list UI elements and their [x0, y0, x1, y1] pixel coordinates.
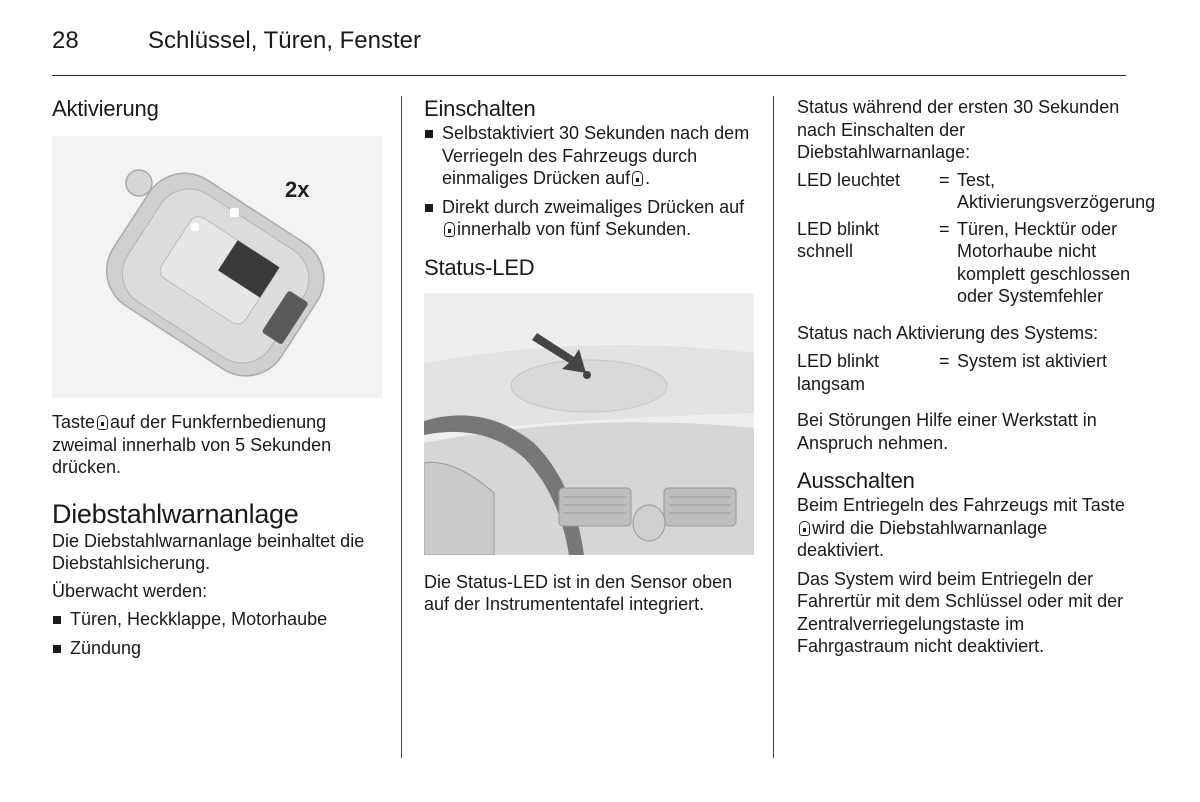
key-fob-drawing — [52, 136, 382, 398]
unlock-key-icon — [799, 521, 810, 536]
press-twice-label: 2x — [285, 177, 310, 202]
status-desc: Türen, Hecktür oder Motorhaube nicht komplett geschlossen oder Systemfehler — [957, 218, 1131, 306]
status-desc: Test, Aktivierungsverzögerung — [957, 169, 1156, 212]
heading-switch-on: Einschalten — [424, 96, 536, 121]
status-led-caption: Die Status-LED ist in den Sensor oben auf der Instrumententafel integriert. — [424, 571, 733, 614]
page-header — [52, 26, 1126, 76]
heading-status-led: Status-LED — [424, 254, 535, 280]
switch-off-text: Beim Entriegeln des Fahrzeugs mit Tastewird die Diebstahlwarnanlage deaktiviert. — [797, 495, 1125, 560]
status-intro: Status während der ersten 30 Sekunden nach Einschalten der Diebstahlwarnanlage: — [797, 97, 1120, 162]
status-after-intro: Status nach Aktivierung des Systems: — [797, 322, 1099, 343]
list-item: Zündung — [52, 637, 382, 660]
lock-key-icon — [632, 171, 643, 186]
chapter-title: Schlüssel, Türen, Fenster — [148, 27, 422, 54]
column-divider — [773, 96, 774, 758]
service-note: Bei Störungen Hilfe einer Werkstatt in Anspruch nehmen. — [797, 410, 1097, 453]
column-middle — [424, 96, 756, 616]
lock-key-icon — [97, 415, 108, 430]
page-number: 28 — [52, 27, 79, 54]
dashboard-illustration — [424, 293, 754, 555]
key-fob-caption: Taste auf der Funkfernbedienung zweimal innerhalb von 5 Sekunden drücken. — [52, 412, 332, 477]
unlock-icon — [191, 223, 199, 231]
status-equals: = — [939, 351, 950, 371]
monitored-list — [52, 608, 382, 659]
switch-on-list — [424, 122, 756, 241]
heading-switch-off: Ausschalten — [797, 468, 915, 493]
column-divider — [401, 96, 402, 758]
list-item: Direkt durch zweimaliges Drücken aufinnerhalb von fünf Sekunden. — [424, 196, 756, 241]
status-table-first — [797, 169, 1156, 308]
list-item: Türen, Heckklappe, Motorhaube — [52, 608, 382, 631]
status-term: LED blinkt schnell — [797, 218, 880, 261]
switch-off-note: Das System wird beim Entriegeln der Fahrertür mit dem Schlüssel oder mit der Zentralverriegelungstaste im Fahrgastraum nicht deaktiviert. — [797, 568, 1124, 656]
status-equals: = — [939, 218, 950, 239]
status-term: LED leuchtet — [797, 169, 901, 190]
heading-alarm-system: Diebstahlwarnanlage — [52, 498, 299, 529]
list-item: Selbstaktiviert 30 Sekunden nach dem Verriegeln des Fahrzeugs durch einmaliges Drücken auf . — [424, 122, 756, 190]
lock-icon — [230, 208, 239, 217]
lock-key-icon — [444, 222, 455, 237]
heading-activation: Aktivierung — [52, 96, 159, 121]
status-table-after — [797, 350, 1132, 395]
status-term: LED blinkt langsam — [797, 351, 880, 394]
column-left — [52, 96, 382, 659]
dashboard-drawing — [424, 293, 754, 555]
alarm-description: Die Diebstahlwarnanlage beinhaltet die Diebstahlsicherung. — [52, 530, 365, 573]
status-desc: System ist aktiviert — [957, 351, 1108, 371]
status-equals: = — [939, 169, 950, 190]
column-right — [797, 96, 1156, 658]
key-fob-illustration — [52, 136, 382, 398]
monitored-label: Überwacht werden: — [52, 580, 208, 601]
